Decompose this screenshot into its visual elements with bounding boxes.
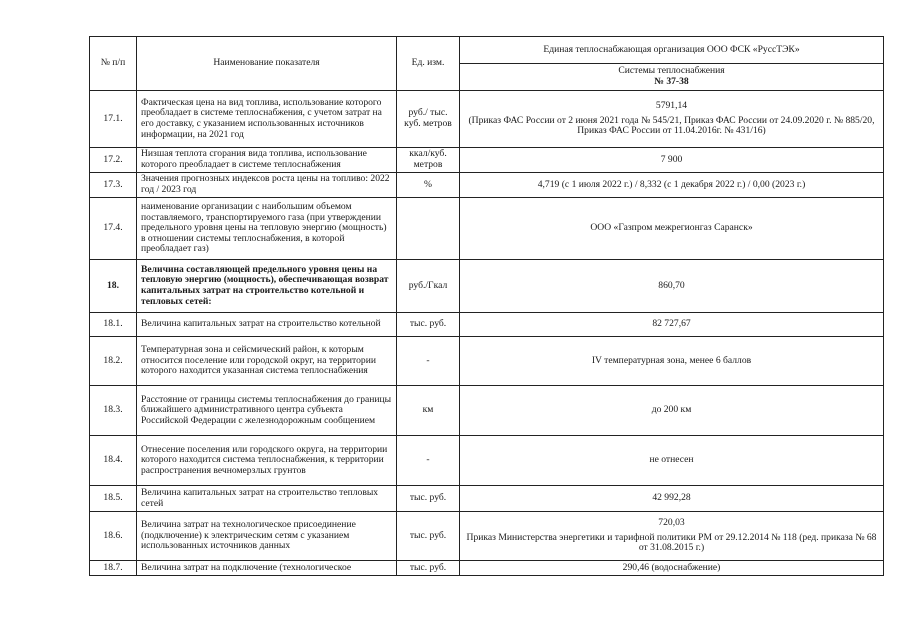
row-unit: руб./Гкал [397,260,460,313]
row-name: Низшая теплота сгорания вида топлива, использование которого преобладает в системе теплоснабжения [137,148,397,173]
row-value-main: IV температурная зона, менее 6 баллов [591,354,752,366]
row-value [460,386,884,436]
row-name: Расстояние от границы системы теплоснабжения до границы ближайшего административного центра субъекта Российской Федерации с железнодорожным сообщением [137,386,397,436]
row-unit: км [397,386,460,436]
col-name-header: Наименование показателя [137,37,397,91]
row-number: 17.4. [90,198,137,260]
row-value-main: ООО «Газпром межрегионгаз Саранск» [590,222,753,234]
row-number: 18.4. [90,436,137,486]
systems-header [460,64,884,91]
row-unit: тыс. руб. [397,561,460,576]
row-value [460,148,884,173]
row-unit [397,198,460,260]
row-value [460,313,884,337]
row-value-main: 42 992,28 [652,492,691,504]
row-unit: % [397,173,460,198]
table-row [90,337,884,386]
table-row [90,91,884,148]
row-value [460,337,884,386]
row-value-main: 4,719 (с 1 июля 2022 г.) / 8,332 (с 1 декабря 2022 г.) / 0,00 (2023 г.) [537,178,806,190]
row-value [460,198,884,260]
row-value-main: не отнесен [649,454,694,466]
table-row [90,260,884,313]
row-name: Температурная зона и сейсмический район, к которым относится поселение или городской округ, на территории которого находится указанная система теплоснабжения [137,337,397,386]
row-value [460,486,884,512]
row-number: 18.2. [90,337,137,386]
row-value-source: Приказ Министерства энергетики и тарифной политики РМ от 29.12.2014 № 118 (ред. приказа № 68 от 31.08.2015 г.) [466,531,877,554]
row-name: Отнесение поселения или городского округа, на территории которого находится система теплоснабжения, к территории распространения вечномерзлых грунтов [137,436,397,486]
row-value [460,91,884,148]
row-unit: тыс. руб. [397,486,460,512]
table-row [90,148,884,173]
col-unit-header: Ед. изм. [397,37,460,91]
row-name: Величина затрат на технологическое присоединение (подключение) к электрическим сетям с указанием использованных источников данных [137,512,397,561]
row-value-source: (Приказ ФАС России от 2 июня 2021 года № 545/21, Приказ ФАС России от 24.09.2020 г. № 885/20, Приказ ФАС России от 11.04.2016г. № 431/16) [468,114,875,137]
row-value-main: 82 727,67 [652,318,691,330]
row-value [460,512,884,561]
row-number: 17.2. [90,148,137,173]
row-value-main: 7 900 [660,153,683,165]
systems-line-1: Системы теплоснабжения [618,65,725,77]
row-value-main: 860,70 [658,279,685,291]
row-value-main: 720,03 [658,517,685,529]
table-row [90,386,884,436]
table-row [90,561,884,576]
row-value-main: до 200 км [651,404,692,416]
row-number: 18.6. [90,512,137,561]
row-unit: тыс. руб. [397,313,460,337]
row-value [460,173,884,198]
col-num-header: № п/п [90,37,137,91]
row-unit: ккал/куб. метров [397,148,460,173]
row-name: наименование организации с наибольшим объемом поставляемого, транспортируемого газа (при утверждении предельного уровня цены на тепловую энергию (мощность) в отношении системы теплоснабжения, в которой преобладает газ) [137,198,397,260]
row-unit: - [397,436,460,486]
row-value [460,260,884,313]
header-row [90,37,884,64]
row-name: Величина затрат на подключение (технологическое [137,561,397,576]
row-number: 18.7. [90,561,137,576]
systems-line-2: № 37-38 [654,76,689,87]
table-row [90,512,884,561]
table-row [90,486,884,512]
table-row [90,173,884,198]
table-row [90,436,884,486]
row-value-main: 290,46 (водоснабжение) [622,561,721,573]
row-number: 18.3. [90,386,137,436]
row-number: 18.1. [90,313,137,337]
table-row [90,313,884,337]
row-value [460,561,884,576]
row-name: Фактическая цена на вид топлива, использование которого преобладает в системе теплоснабжения, с учетом затрат на его доставку, с указанием использованных источников информации, на 2021 год [137,91,397,148]
org-header: Единая теплоснабжающая организация ООО ФСК «РуссТЭК» [460,37,884,64]
row-unit: тыс. руб. [397,512,460,561]
row-number: 17.1. [90,91,137,148]
row-name: Величина капитальных затрат на строительство тепловых сетей [137,486,397,512]
row-unit: руб./ тыс. куб. метров [397,91,460,148]
row-number: 17.3. [90,173,137,198]
row-value [460,436,884,486]
row-name: Величина составляющей предельного уровня цены на тепловую энергию (мощность), обеспечивающая возврат капитальных затрат на строительство котельной и тепловых сетей: [137,260,397,313]
row-name: Значения прогнозных индексов роста цены на топливо: 2022 год / 2023 год [137,173,397,198]
row-name: Величина капитальных затрат на строительство котельной [137,313,397,337]
row-number: 18. [90,260,137,313]
row-unit: - [397,337,460,386]
table-row [90,198,884,260]
tariff-table [89,36,884,576]
row-number: 18.5. [90,486,137,512]
row-value-main: 5791,14 [655,100,688,112]
